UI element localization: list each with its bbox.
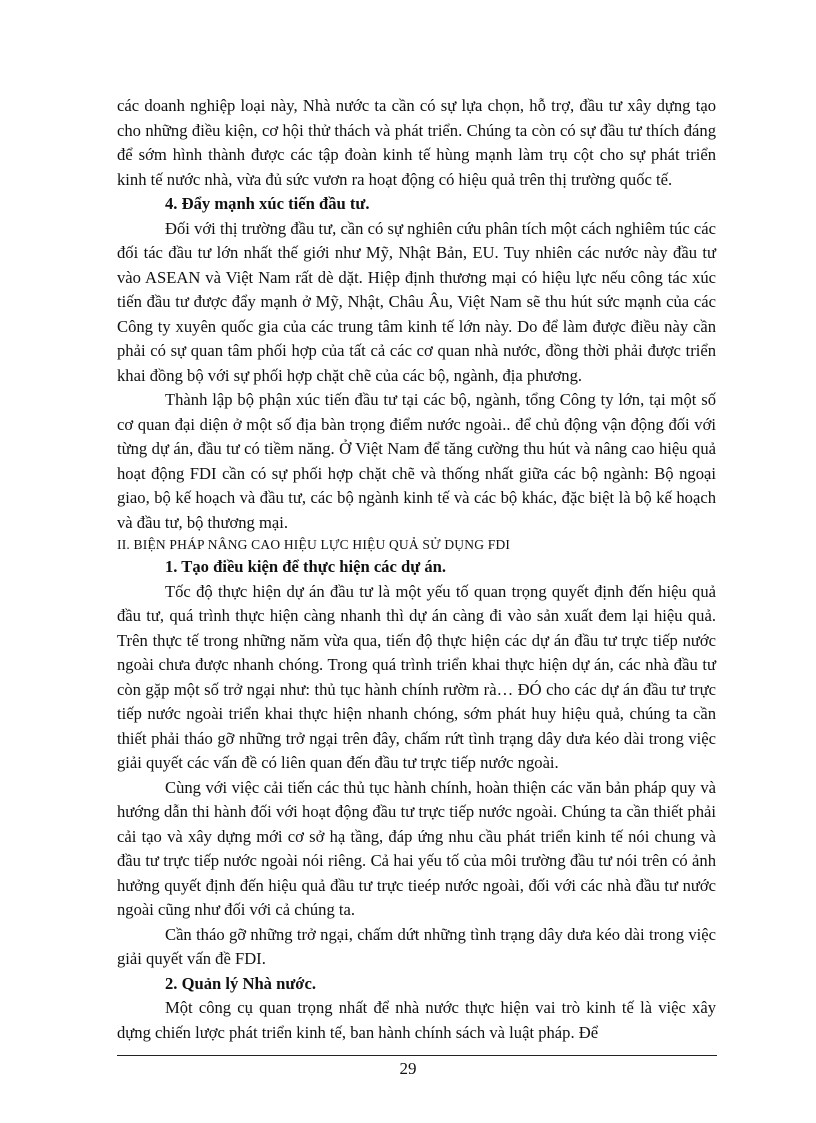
footer-divider bbox=[117, 1055, 717, 1056]
paragraph-project-speed: Tốc độ thực hiện dự án đầu tư là một yếu tố quan trọng quyết định đến hiệu quả đầu tư, quá trình thực hiện càng nhanh thì dự án càng đi vào sản xuất đem lại hiệu quả. Trên thực tế trong những năm vừa qua, tiến độ thực hiện các dự án đầu tư trực tiếp nước ngoài chưa được nhanh chóng. Trong quá trình triển khai thực hiện dự án, các nhà đầu tư còn gặp một số trở ngại như: thủ tục hành chính rườm rà… ĐÓ cho các dự án đầu tư trực tiếp nước ngoài triển khai thực hiện nhanh chóng, sớm phát huy hiệu quả, chúng ta cần thiết phải tháo gỡ những trở ngại trên đây, chấm rứt tình trạng dây dưa kéo dài trong việc giải quyết các vấn đề có liên quan đến đầu tư trực tiếp nước ngoài. bbox=[117, 581, 716, 772]
heading-investment-promotion: 4. Đẩy mạnh xúc tiến đầu tư. bbox=[165, 194, 370, 213]
paragraph-state-tools: Một công cụ quan trọng nhất để nhà nước thực hiện vai trò kinh tế là việc xây dựng chiến lược phát triển kinh tế, ban hành chính sách và luật pháp. Để bbox=[117, 998, 716, 1042]
paragraph-promotion-units: Thành lập bộ phận xúc tiến đầu tư tại các bộ, ngành, tổng Công ty lớn, tại một số cơ quan đại diện ở một số địa bàn trọng điểm nước ngoài.. để chủ động vận động đối với từng dự án, đầu tư có tiềm năng. Ở Việt Nam để tăng cường thu hút và nâng cao hiệu quả hoạt động FDI cần có sự phối hợp chặt chẽ và thống nhất giữa các bộ ngành: Bộ ngoại giao, bộ kế hoạch và đầu tư, các bộ ngành kinh tế và các bộ khác, đặc biệt là bộ kế hoạch và đầu tư, bộ thương mại. bbox=[117, 390, 716, 532]
page-number: 29 bbox=[399, 1059, 417, 1078]
paragraph-continuation: các doanh nghiệp loại này, Nhà nước ta cần có sự lựa chọn, hỗ trợ, đầu tư xây dựng tạo cho những điều kiện, cơ hội thử thách và phát triển. Chúng ta còn có sự đầu tư thích đáng để sớm hình thành được các tập đoàn kinh tế hùng mạnh làm trụ cột cho sự phát triển kinh tế nước nhà, vừa đủ sức vươn ra hoạt động có hiệu quả trên thị trường quốc tế. bbox=[117, 96, 716, 189]
paragraph-investment-markets: Đối với thị trường đầu tư, cần có sự nghiên cứu phân tích một cách nghiêm túc các đối tác đầu tư lớn nhất thế giới như Mỹ, Nhật Bản, EU. Tuy nhiên các nước này đầu tư vào ASEAN và Việt Nam rất dè dặt. Hiệp định thương mại có hiệu lực nếu công tác xúc tiến đầu tư được đẩy mạnh ở Mỹ, Nhật, Châu Âu, Việt Nam sẽ thu hút sức mạnh của các Công ty xuyên quốc gia của các trung tâm kinh tế lớn này. Do để làm được điều này cần phải có sự quan tâm phối hợp của tất cả các cơ quan nhà nước, đồng thời phải được triển khai đồng bộ với sự phối hợp chặt chẽ của các bộ, ngành, địa phương. bbox=[117, 218, 716, 385]
heading-project-conditions: 1. Tạo điều kiện để thực hiện các dự án. bbox=[165, 557, 446, 576]
section-heading-fdi-measures: II. BIỆN PHÁP NÂNG CAO HIỆU LỰC HIỆU QUẢ SỬ DỤNG FDI bbox=[117, 537, 511, 552]
paragraph-administrative-reform: Cùng với việc cải tiến các thủ tục hành chính, hoàn thiện các văn bản pháp quy và hướng dẫn thi hành đối với hoạt động đầu tư trực tiếp nước ngoài. Chúng ta cần thiết phải cải tạo và xây dựng mới cơ sở hạ tầng, đáp ứng nhu cầu phát triển kinh tế nói chung và đầu tư trực tiếp nước ngoài nói riêng. Cả hai yếu tố của môi trường đầu tư nói trên có ảnh hưởng quyết định đến hiệu quả đầu tư trực tieép nước ngoài, đối với các nhà đầu tư nước ngoài cũng như đối với cả chúng ta. bbox=[117, 777, 716, 919]
paragraph-remove-obstacles: Cần tháo gỡ những trở ngại, chấm dứt những tình trạng dây dưa kéo dài trong việc giải quyết vấn đề FDI. bbox=[117, 924, 716, 968]
heading-state-management: 2. Quản lý Nhà nước. bbox=[165, 973, 317, 993]
page-body bbox=[117, 94, 716, 1045]
